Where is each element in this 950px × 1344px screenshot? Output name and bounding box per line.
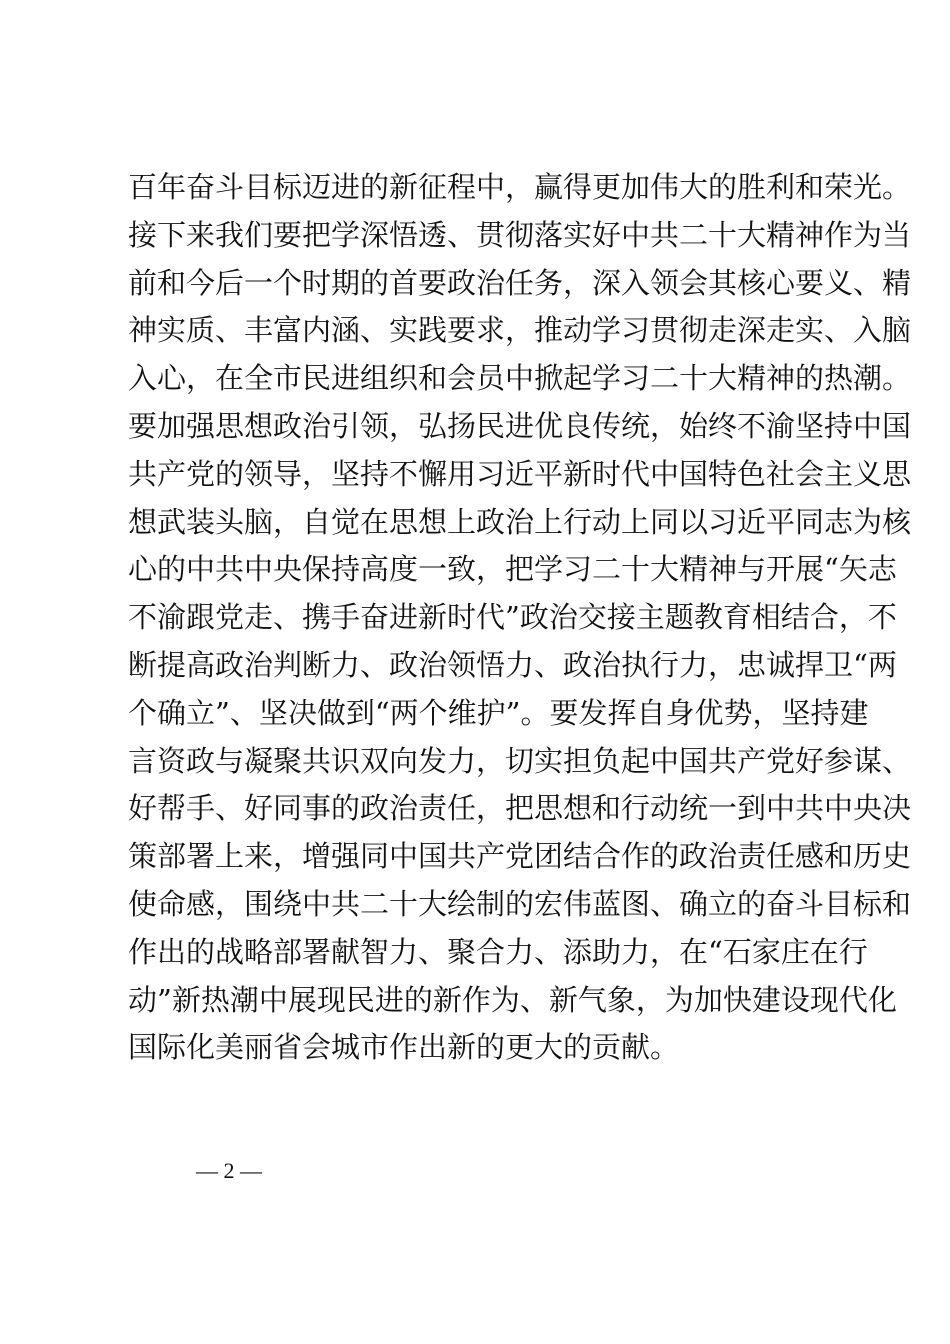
text-line: 接下来我们要把学深悟透、贯彻落实好中共二十大精神作为当: [128, 217, 912, 252]
text-line: 前和今后一个时期的首要政治任务，深入领会其核心要义、精: [128, 265, 912, 300]
text-line: 个确立”、坚决做到“两个维护”。要发挥自身优势，坚持建: [128, 695, 869, 730]
text-line: 入心，在全市民进组织和会员中掀起学习二十大精神的热潮。: [128, 361, 912, 396]
text-line: 动”新热潮中展现民进的新作为、新气象，为加快建设现代化: [128, 982, 897, 1017]
text-line: 百年奋斗目标迈进的新征程中，赢得更加伟大的胜利和荣光。: [128, 170, 912, 204]
text-line: 作出的战略部署献智力、聚合力、添助力，在“石家庄在行: [128, 934, 868, 969]
text-line: 神实质、丰富内涵、实践要求，推动学习贯彻走深走实、入脑: [128, 313, 912, 348]
body-paragraph: [128, 164, 912, 1072]
text-line: 共产党的领导，坚持不懈用习近平新时代中国特色社会主义思: [128, 456, 912, 491]
text-line: 要加强思想政治引领，弘扬民进优良传统，始终不渝坚持中国: [128, 408, 912, 443]
text-line: 好帮手、好同事的政治责任，把思想和行动统一到中共中央决: [128, 791, 912, 826]
text-line: 不渝跟党走、携手奋进新时代”政治交接主题教育相结合，不: [128, 600, 897, 635]
text-line: 国际化美丽省会城市作出新的更大的贡献。: [128, 1030, 680, 1065]
text-line: 使命感，围绕中共二十大绘制的宏伟蓝图、确立的奋斗目标和: [128, 886, 912, 921]
page-number: — 2 —: [196, 1158, 262, 1183]
text-line: 想武装头脑，自觉在思想上政治上行动上同以习近平同志为核: [128, 504, 912, 539]
text-line: 断提高政治判断力、政治领悟力、政治执行力，忠诚捍卫“两: [128, 647, 897, 682]
text-line: 言资政与凝聚共识双向发力，切实担负起中国共产党好参谋、: [128, 743, 912, 778]
text-line: 策部署上来，增强同中国共产党团结合作的政治责任感和历史: [128, 839, 912, 874]
text-line: 心的中共中央保持高度一致，把学习二十大精神与开展“矢志: [128, 552, 897, 587]
